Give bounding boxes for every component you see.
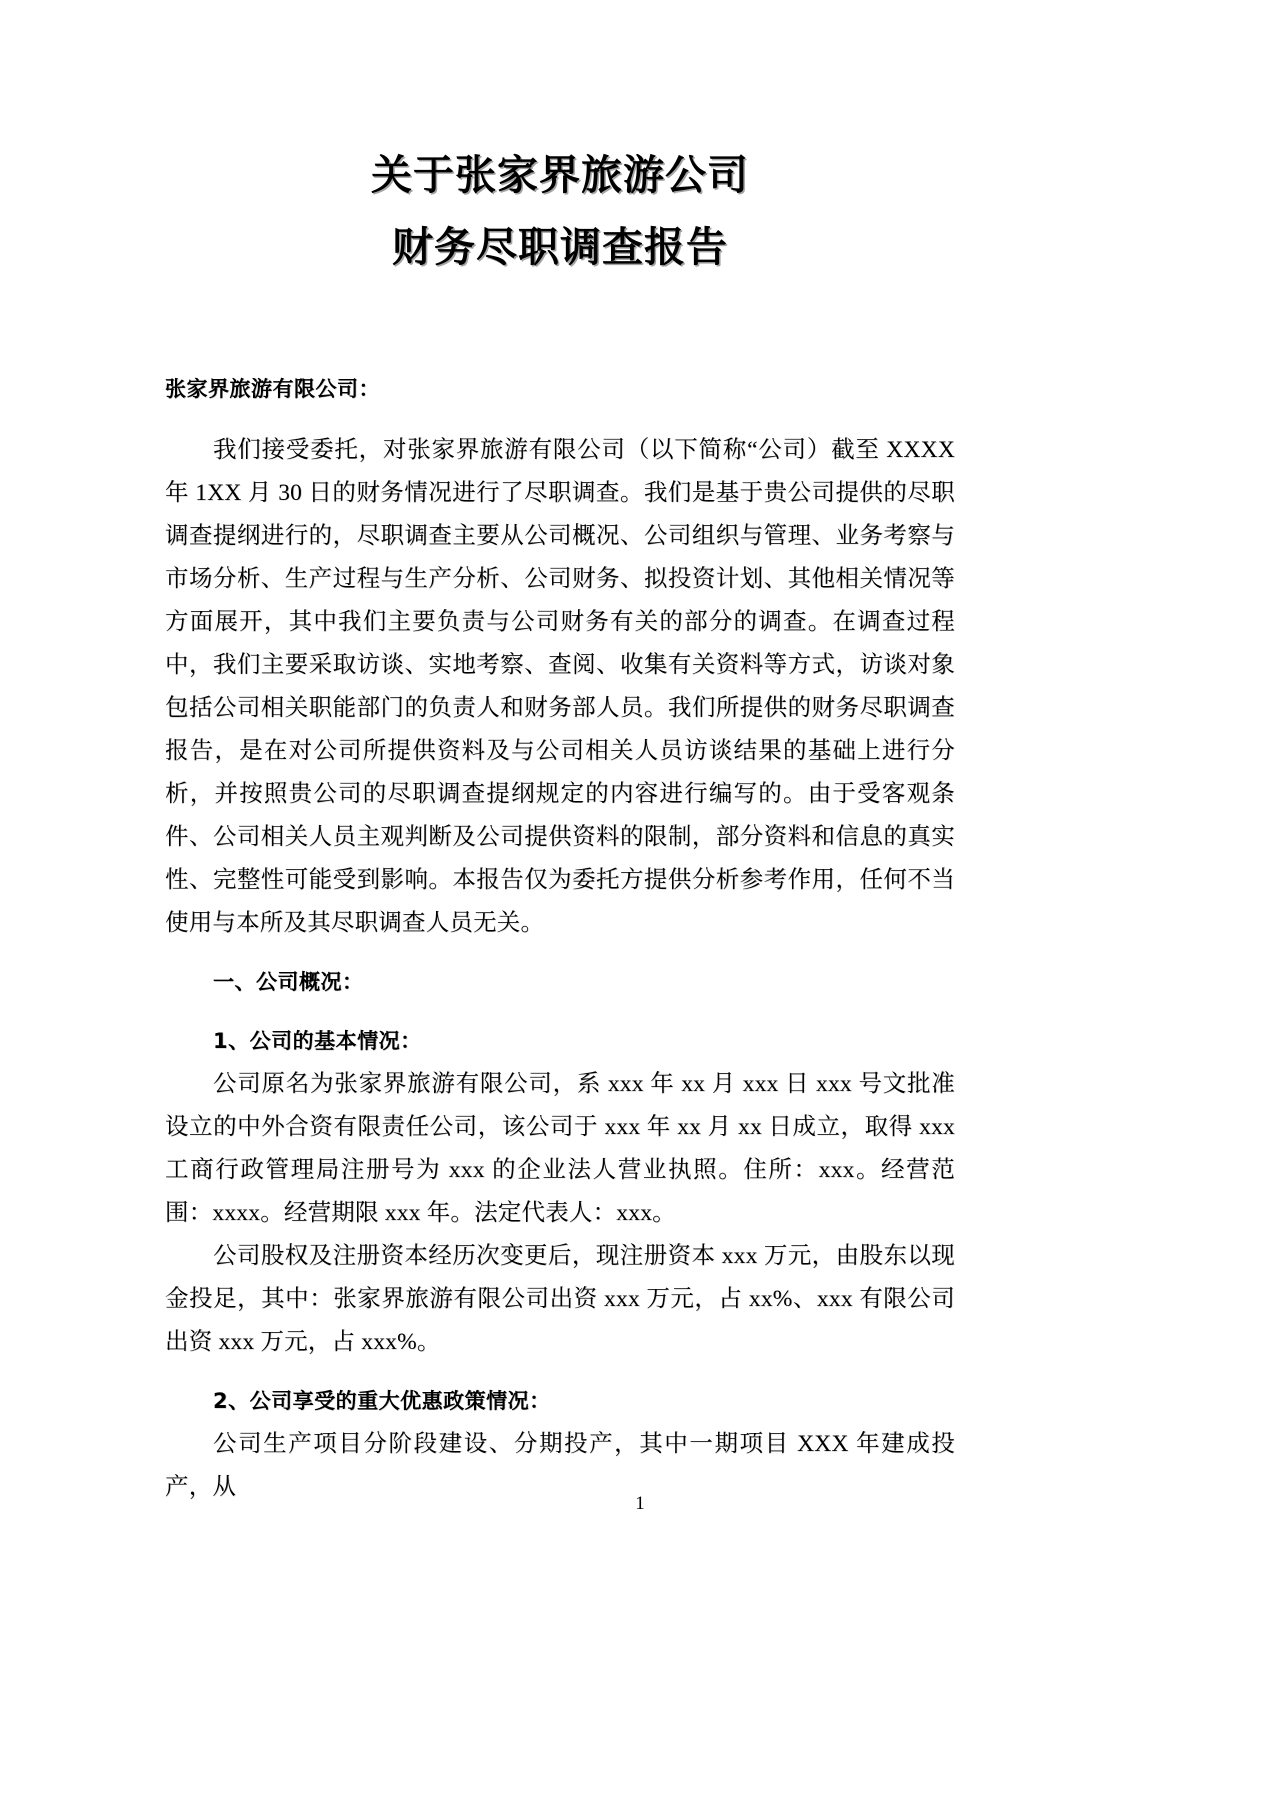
intro-paragraph: 我们接受委托，对张家界旅游有限公司（以下简称“公司）截至 XXXX 年 1XX 月 30 日的财务情况进行了尽职调查。我们是基于贵公司提供的尽职调查提纲进行的，尽职调查主要从公司概况、公司组织与管理、业务考察与市场分析、生产过程与生产分析、公司财务、拟投资计划、其他相关情况等方面展开，其中我们主要负责与公司财务有关的部分的调查。在调查过程中，我们主要采取访谈、实地考察、查阅、收集有关资料等方式，访谈对象包括公司相关职能部门的负责人和财务部人员。我们所提供的财务尽职调查报告，是在对公司所提供资料及与公司相关人员访谈结果的基础上进行分析，并按照贵公司的尽职调查提纲规定的内容进行编写的。由于受客观条件、公司相关人员主观判断及公司提供资料的限制，部分资料和信息的真实性、完整性可能受到影响。本报告仅为委托方提供分析参考作用，任何不当使用与本所及其尽职调查人员无关。: [165, 437, 955, 936]
section-1-2-paragraph-1: 公司生产项目分阶段建设、分期投产，其中一期项目 XXX 年建成投产，从: [165, 1431, 955, 1500]
section-heading-1: 一、公司概况：: [213, 970, 364, 994]
section-heading-1-1: 1、公司的基本情况：: [213, 1029, 422, 1053]
addressee-line: 张家界旅游有限公司：: [165, 377, 380, 401]
document-title-line-1: 关于张家界旅游公司: [371, 152, 749, 198]
section-1-1-paragraph-2: 公司股权及注册资本经历次变更后，现注册资本 xxx 万元，由股东以现金投足，其中：张家界旅游有限公司出资 xxx 万元，占 xx%、xxx 有限公司出资 xxx 万元，占 xxx%。: [165, 1243, 955, 1355]
document-body: [165, 0, 955, 1509]
document-title-line-2: 财务尽职调查报告: [392, 224, 728, 270]
section-1-1-paragraph-1: 公司原名为张家界旅游有限公司，系 xxx 年 xx 月 xxx 日 xxx 号文批准设立的中外合资有限责任公司，该公司于 xxx 年 xx 月 xx 日成立，取得 xxx 工商行政管理局注册号为 xxx 的企业法人营业执照。住所：xxx。经营范围：xxxx。经营期限 xxx 年。法定代表人：xxx。: [165, 1071, 955, 1226]
page-number: 1: [635, 1493, 645, 1514]
section-heading-1-2: 2、公司享受的重大优惠政策情况：: [213, 1389, 551, 1413]
